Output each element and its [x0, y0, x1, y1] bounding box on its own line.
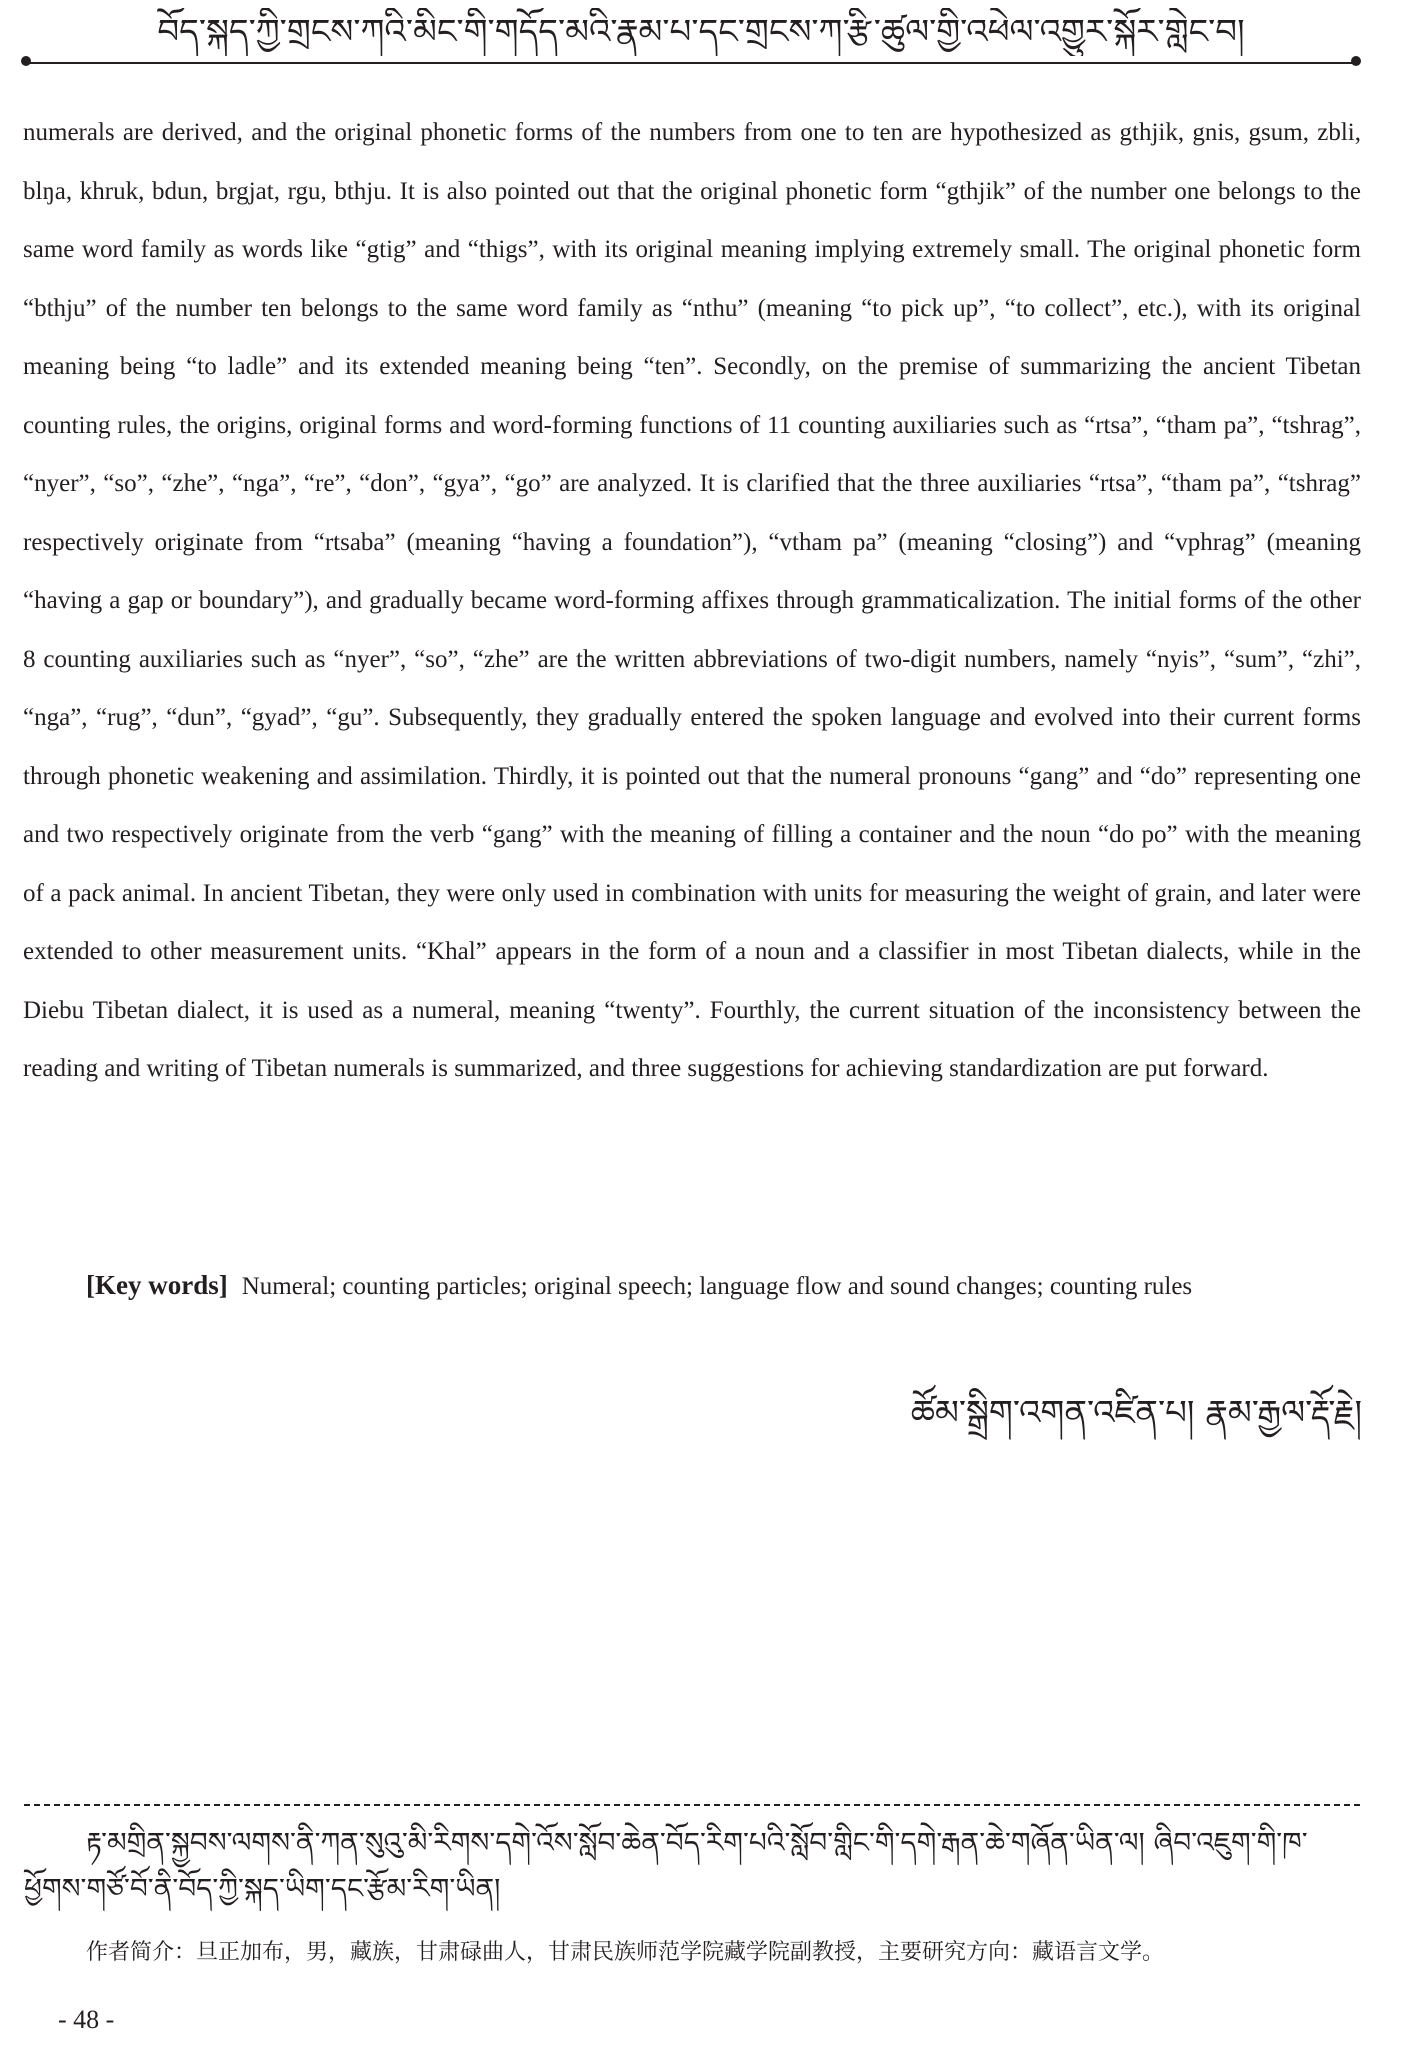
rule-dot-right — [1351, 56, 1361, 66]
keywords-text: Numeral; counting particles; original speech; language flow and sound changes; counting rules — [241, 1273, 1193, 1300]
author-note-tibetan: རྟ་མགྲིན་སྐྱབས་ལགས་ནི་ཀན་སུའུ་མི་རིགས་དགེ་འོས་སློབ་ཆེན་བོད་རིག་པའི་སློབ་གླིང་གི་དགེ་རྒན་ཆེ་གཞོན་ཡིན་ལ། ཞིབ་འཇུག་གི་ཁ་ཕྱོགས་གཙོ་བོ་ནི་བོད་ཀྱི་སྐད་ཡིག་དང་རྩོམ་རིག་ཡིན། — [24, 1826, 1308, 1905]
author-note-chinese: 作者简介：旦正加布，男，藏族，甘肃碌曲人，甘肃民族师范学院藏学院副教授，主要研究方向：藏语言文学。 — [86, 1940, 1165, 1965]
footnote-divider — [24, 1804, 1360, 1806]
abstract-body: numerals are derived, and the original phonetic forms of the numbers from one to ten are hypothesized as gthjik, gnis, gsum, zbli, blŋa, khruk, bdun, brgjat, rgu, bthju. It is also pointed out that the original phonetic form “gthjik” of the number one belongs to the same word family as words like “gtig” and “thigs”, with its original meaning implying extremely small. The original phonetic form “bthju” of the number ten belongs to the same word family as “nthu” (meaning “to pick up”, “to collect”, etc.), with its original meaning being “to ladle” and its extended meaning being “ten”. Secondly, on the premise of summarizing the ancient Tibetan counting rules, the origins, original forms and word-forming functions of 11 counting auxiliaries such as “rtsa”, “tham pa”, “tshrag”, “nyer”, “so”, “zhe”, “nga”, “re”, “don”, “gya”, “go” are analyzed. It is clarified that the three auxiliaries “rtsa”, “tham pa”, “tshrag” respectively originate from “rtsaba” (meaning “having a foundation”), “vtham pa” (meaning “closing”) and “vphrag” (meaning “having a gap or boundary”), and gradually became word-forming affixes through grammaticalization. The initial forms of the other 8 counting auxiliaries such as “nyer”, “so”, “zhe” are the written abbreviations of two-digit numbers, namely “nyis”, “sum”, “zhi”, “nga”, “rug”, “dun”, “gyad”, “gu”. Subsequently, they gradually entered the spoken language and evolved into their current forms through phonetic weakening and assimilation. Thirdly, it is pointed out that the numeral pronouns “gang” and “do” representing one and two respectively originate from the verb “gang” with the meaning of filling a container and the noun “do po” with the meaning of a pack animal. In ancient Tibetan, they were only used in combination with units for measuring the weight of grain, and later were extended to other measurement units. “Khal” appears in the form of a noun and a classifier in most Tibetan dialects, while in the Diebu Tibetan dialect, it is used as a numeral, meaning “twenty”. Fourthly, the current situation of the inconsistency between the reading and writing of Tibetan numerals is summarized, and three suggestions for achieving standardization are put forward. — [23, 119, 1361, 1082]
keywords — [86, 1267, 1376, 1305]
running-header: བོད་སྐད་ཀྱི་གྲངས་ཀའི་མིང་གི་གདོད་མའི་རྣམ་པ་དང་གྲངས་ཀ་རྩི་ཚུལ་གྱི་འཕེལ་འགྱུར་སྐོར་གླེང་བ། — [157, 12, 1245, 52]
page-number: - 48 - — [58, 2005, 115, 2034]
header-rule — [26, 62, 1356, 64]
rule-dot-left — [21, 56, 31, 66]
editor-signature: ཚོམ་སྒྲིག་འགན་འཛིན་པ། རྣམ་རྒྱལ་རྡོ་རྗེ། — [910, 1393, 1362, 1433]
keywords-label: [Key words] — [86, 1270, 228, 1300]
